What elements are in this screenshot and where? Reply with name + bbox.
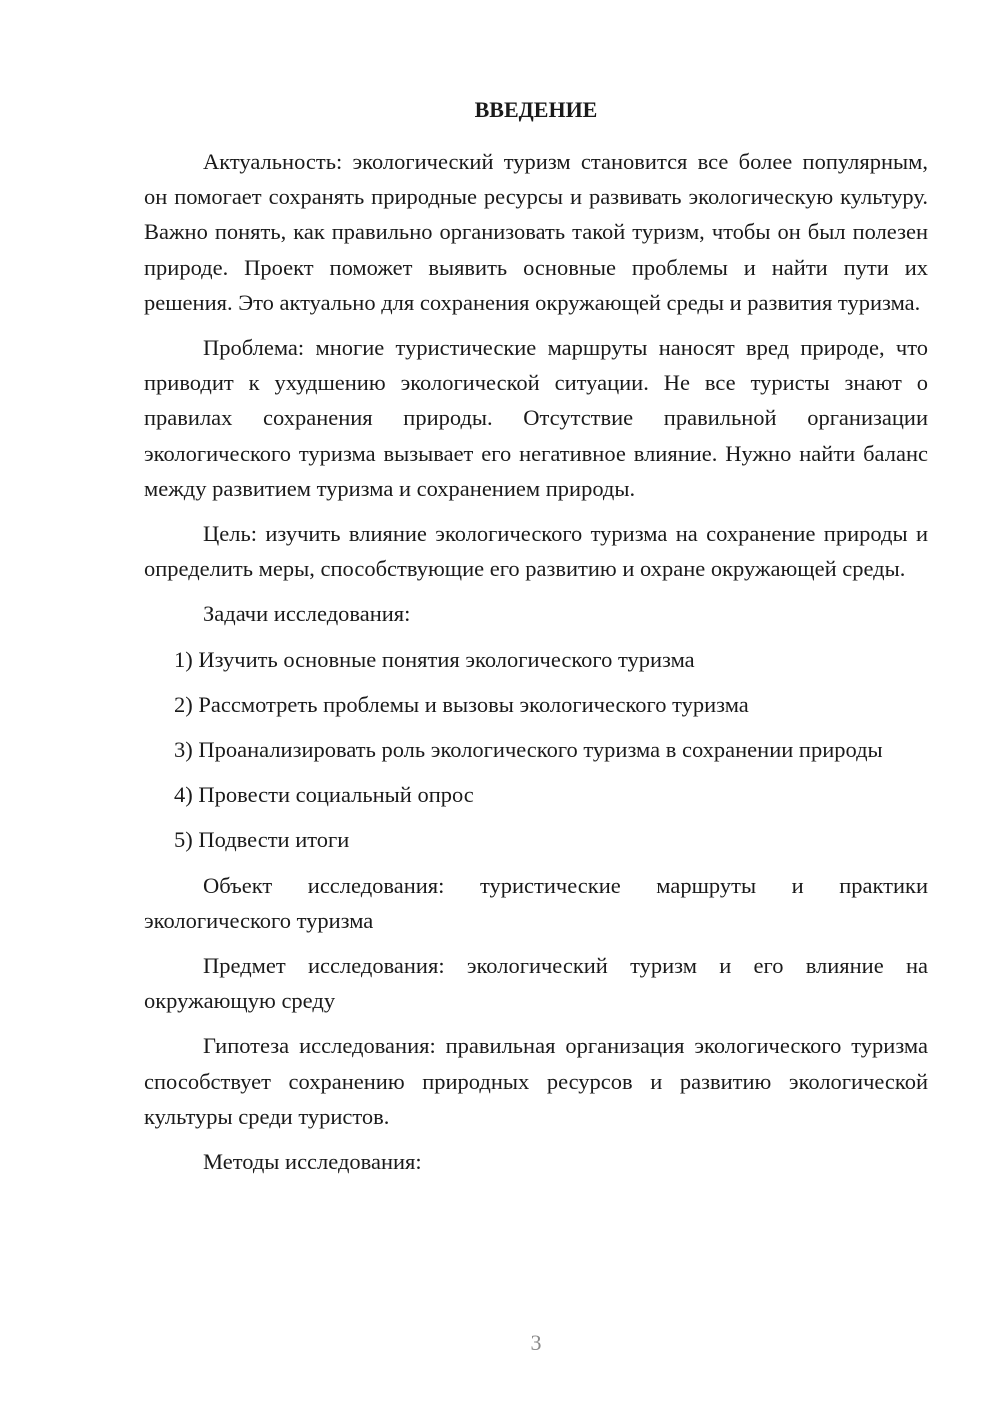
- hypothesis-paragraph: Гипотеза исследования: правильная организация экологического туризма способствует сохранению природных ресурсов и развитию экологической культуры среди туристов.: [144, 1033, 928, 1129]
- goal-paragraph: Цель: изучить влияние экологического туризма на сохранение природы и определить меры, способствующие его развитию и охране окружающей среды.: [144, 521, 928, 582]
- methods-heading: Методы исследования:: [203, 1149, 422, 1175]
- page-number: 3: [530, 1330, 542, 1355]
- list-item: 5) Подвести итоги: [174, 827, 350, 853]
- list-item: 1) Изучить основные понятия экологического туризма: [174, 646, 695, 672]
- subject-paragraph: Предмет исследования: экологический туризм и его влияние на окружающую среду: [144, 953, 928, 1014]
- tasks-heading: Задачи исследования:: [203, 601, 411, 627]
- list-item: 3) Проанализировать роль экологического туризма в сохранении природы: [174, 737, 883, 763]
- list-item: 2) Рассмотреть проблемы и вызовы экологического туризма: [174, 691, 749, 717]
- list-item: 4) Провести социальный опрос: [174, 782, 474, 808]
- page-title: ВВЕДЕНИЕ: [474, 97, 598, 122]
- document-page: [144, 92, 928, 1189]
- problem-paragraph: Проблема: многие туристические маршруты наносят вред природе, что приводит к ухудшению экологической ситуации. Не все туристы знают о правилах сохранения природы. Отсутствие правильной организации экологического туризма вызывает его негативное влияние. Нужно найти баланс между развитием туризма и сохранением природы.: [144, 335, 928, 501]
- tasks-list: [144, 642, 928, 858]
- relevance-paragraph: Актуальность: экологический туризм становится все более популярным, он помогает сохранять природные ресурсы и развивать экологическую культуру. Важно понять, как правильно организовать такой туризм, чтобы он был полезен природе. Проект поможет выявить основные проблемы и найти пути их решения. Это актуально для сохранения окружающей среды и развития туризма.: [144, 149, 928, 315]
- object-paragraph: Объект исследования: туристические маршруты и практики экологического туризма: [144, 872, 928, 933]
